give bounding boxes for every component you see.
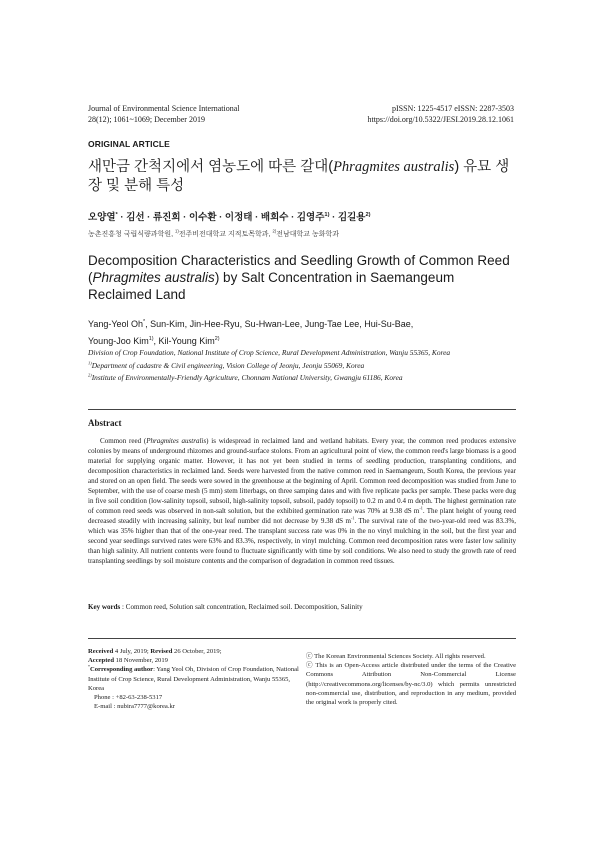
english-title [88, 252, 520, 303]
journal-volume: 28(12); 1061~1069; December 2019 [88, 115, 205, 124]
author-mark: * [143, 319, 146, 325]
license-notice: ⓒ This is an Open-Access article distributed under the terms of the Creative Commons Attribution Non-Commercial License (http://creativecommons.org/licenses/by-nc/3.0) which permits unrestricted non-commercial use, distribution, and reproduction in any medium, provided the original work is properly cited. [306, 662, 516, 707]
english-title-part2: ) by Salt Concentration in Saemangeum Reclaimed Land [88, 270, 455, 302]
korean-author-mark: * [115, 211, 118, 218]
korean-author-first: 오양열 [88, 212, 116, 223]
english-title-species: Phragmites australis [92, 270, 215, 285]
korean-author-separator: · [329, 212, 338, 223]
english-authors-line1 [88, 316, 518, 333]
korean-author-mark: 1) [324, 211, 330, 218]
korean-affiliation-2: 전남대학교 농화학과 [276, 231, 340, 238]
korean-authors [88, 209, 371, 223]
email[interactable]: E-mail : nubira7777@korea.kr [94, 703, 175, 711]
korean-author-last: 김길용 [337, 212, 366, 223]
divider [88, 409, 516, 410]
affiliation-2 [88, 373, 522, 384]
article-history-footnote [88, 647, 300, 711]
copyright-notice: ⓒ The Korean Environmental Sciences Society. All rights reserved. [306, 653, 486, 660]
keywords [88, 602, 516, 612]
abstract-text: . The survival rate of the two-year-old reed was 83.3%, which was 35% higher than that of the one-year reed. The transplant success rate was 0% in the no vinyl mulching in the soil, but the first year and second year seedlings survived rates were 63% and 83.3%, respectively, in vinyl mulching. Common reed decomposition rates were faster low salinity than high salinity. All nutrient contents were found to fluctuate significantly with time by soil conditions. We also need to study the growth rate of reed transplanting seedlings by soil moisture contents and the comparison of degradation in common reed tissues. [88, 517, 516, 565]
corresponding-mark: * [88, 664, 90, 670]
abstract-text: Common reed ( [100, 437, 147, 445]
received-revised-line [88, 647, 300, 656]
corresponding-label: Corresponding author [89, 666, 154, 674]
korean-title-species: Phragmites australis [333, 159, 455, 175]
affiliation-mark: 1) [88, 360, 92, 366]
keywords-text: : Common reed, Solution salt concentration, Reclaimed soil. Decomposition, Salinity [120, 603, 363, 611]
received-date: 4 July, 2019; [113, 648, 151, 655]
unit-exponent: -1 [419, 505, 423, 511]
korean-author-mark: 2) [365, 211, 371, 218]
english-author-kim-yj: Young-Joo Kim [88, 336, 149, 346]
korean-title-suffix: ) 유묘 생장 및 분해 특성 [88, 159, 510, 194]
issn: pISSN: 1225-4517 eISSN: 2287-3503 [391, 104, 514, 113]
affiliation-main: Division of Crop Foundation, National Institute of Crop Science, Rural Development Administration, Wanju 55365, Korea [88, 348, 451, 357]
korean-affiliation-main: 농촌진흥청 국립식량과학원, [88, 231, 175, 238]
english-author-kim-ky: , Kil-Young Kim [153, 336, 215, 346]
author-mark: 2) [214, 336, 220, 342]
journal-identifiers [367, 103, 514, 125]
affiliation-mark: 1) [174, 228, 179, 234]
abstract-text: ) is widespread in reclaimed land and wetland habitats. Every year, the common reed produces extensive colonies by means of underground rhizomes and ground-surface stolons. From an agricultural point of view, the common reed's large biomass is a good material for supplying organic matter. However, it has not yet been studied in terms of seedling production, transplanting conditions, and decomposition characteristics in reclaimed land. Seeds were harvested from the native common reed in Saemangeum, South Korea, the previous year and stored on an open field. The seeds were sowed in the greenhouse at the beginning of April. Common reed decomposition was studied from June to September, with the use of coarse mesh (5 mm) stem litterbags, on three samping dates and with five replicate packs per sample. These packs were dug in five soil condition (low-salinity topsoil, subsoil, high-salinity topsoil, subsoil, paddy topsoil) to 0.2 m and 0.4 m depth. The highest germination rate of common reed seeds was observed in non-salt solution, but the exhibited germination rate was 70% at 9.38 dS m [88, 437, 516, 515]
korean-affiliation-1: 전주비전대학교 지적토목학과, [178, 231, 273, 238]
received-label: Received [88, 648, 114, 655]
corresponding-author [88, 665, 300, 693]
affiliation-mark: 2) [88, 372, 92, 378]
accepted-date: 18 November, 2019 [114, 657, 168, 665]
korean-title-prefix: 새만금 간척지에서 염농도에 따른 갈대( [88, 159, 334, 175]
english-author-list: , Sun-Kim, Jin-Hee-Ryu, Su-Hwan-Lee, Jung-Tae Lee, Hui-Su-Bae, [145, 319, 414, 329]
affiliation-mark: 2) [272, 228, 277, 234]
accepted-label: Accepted [88, 657, 114, 665]
english-author-first: Yang-Yeol Oh [88, 319, 144, 329]
doi-link[interactable]: https://doi.org/10.5322/JESI.2019.28.12.1061 [367, 115, 514, 124]
korean-author-list: · 김선 · 류진희 · 이수환 · 이정태 · 배희수 · 김영주 [117, 212, 325, 223]
korean-title [88, 158, 518, 196]
english-affiliations [88, 348, 522, 386]
accepted-line [88, 656, 300, 665]
journal-name: Journal of Environmental Science International [88, 104, 240, 113]
phone: Phone : +82-63-238-5317 [94, 694, 163, 702]
license-footnote [306, 652, 516, 707]
divider [88, 638, 516, 639]
affiliation-1-text: Department of cadastre & Civil engineering, Vision College of Jeonju, Jeonju 55069, Korea [91, 360, 365, 370]
abstract-heading: Abstract [88, 418, 122, 428]
corresponding-text: : Yang Yeol Oh, Division of Crop Foundation, National Institute of Crop Science, Rural Development Administration, Wanju 55365, Korea [88, 666, 299, 692]
journal-citation [88, 103, 240, 125]
english-authors [88, 316, 518, 350]
article-type-label: ORIGINAL ARTICLE [88, 139, 170, 149]
revised-label: Revised [150, 648, 173, 655]
abstract-species: Phragmites australis [146, 437, 207, 445]
keywords-label: Key words [88, 603, 121, 611]
abstract-body [88, 436, 516, 566]
unit-exponent: -1 [350, 515, 355, 521]
abstract-text: . The plant height of young reed decreased steadily with increasing salinity, but leaf number did not decrease by 9.38 dS m [88, 507, 516, 525]
affiliation-1 [88, 361, 522, 372]
author-mark: 1) [148, 336, 154, 342]
korean-affiliations [88, 229, 339, 239]
affiliation-2-text: Institute of Environmentally-Friendly Agriculture, Chonnam National University, Gwangju 61186, Korea [91, 373, 403, 382]
revised-date: 26 October, 2019; [172, 648, 222, 655]
english-title-part1: Decomposition Characteristics and Seedling Growth of Common Reed ( [88, 253, 510, 285]
